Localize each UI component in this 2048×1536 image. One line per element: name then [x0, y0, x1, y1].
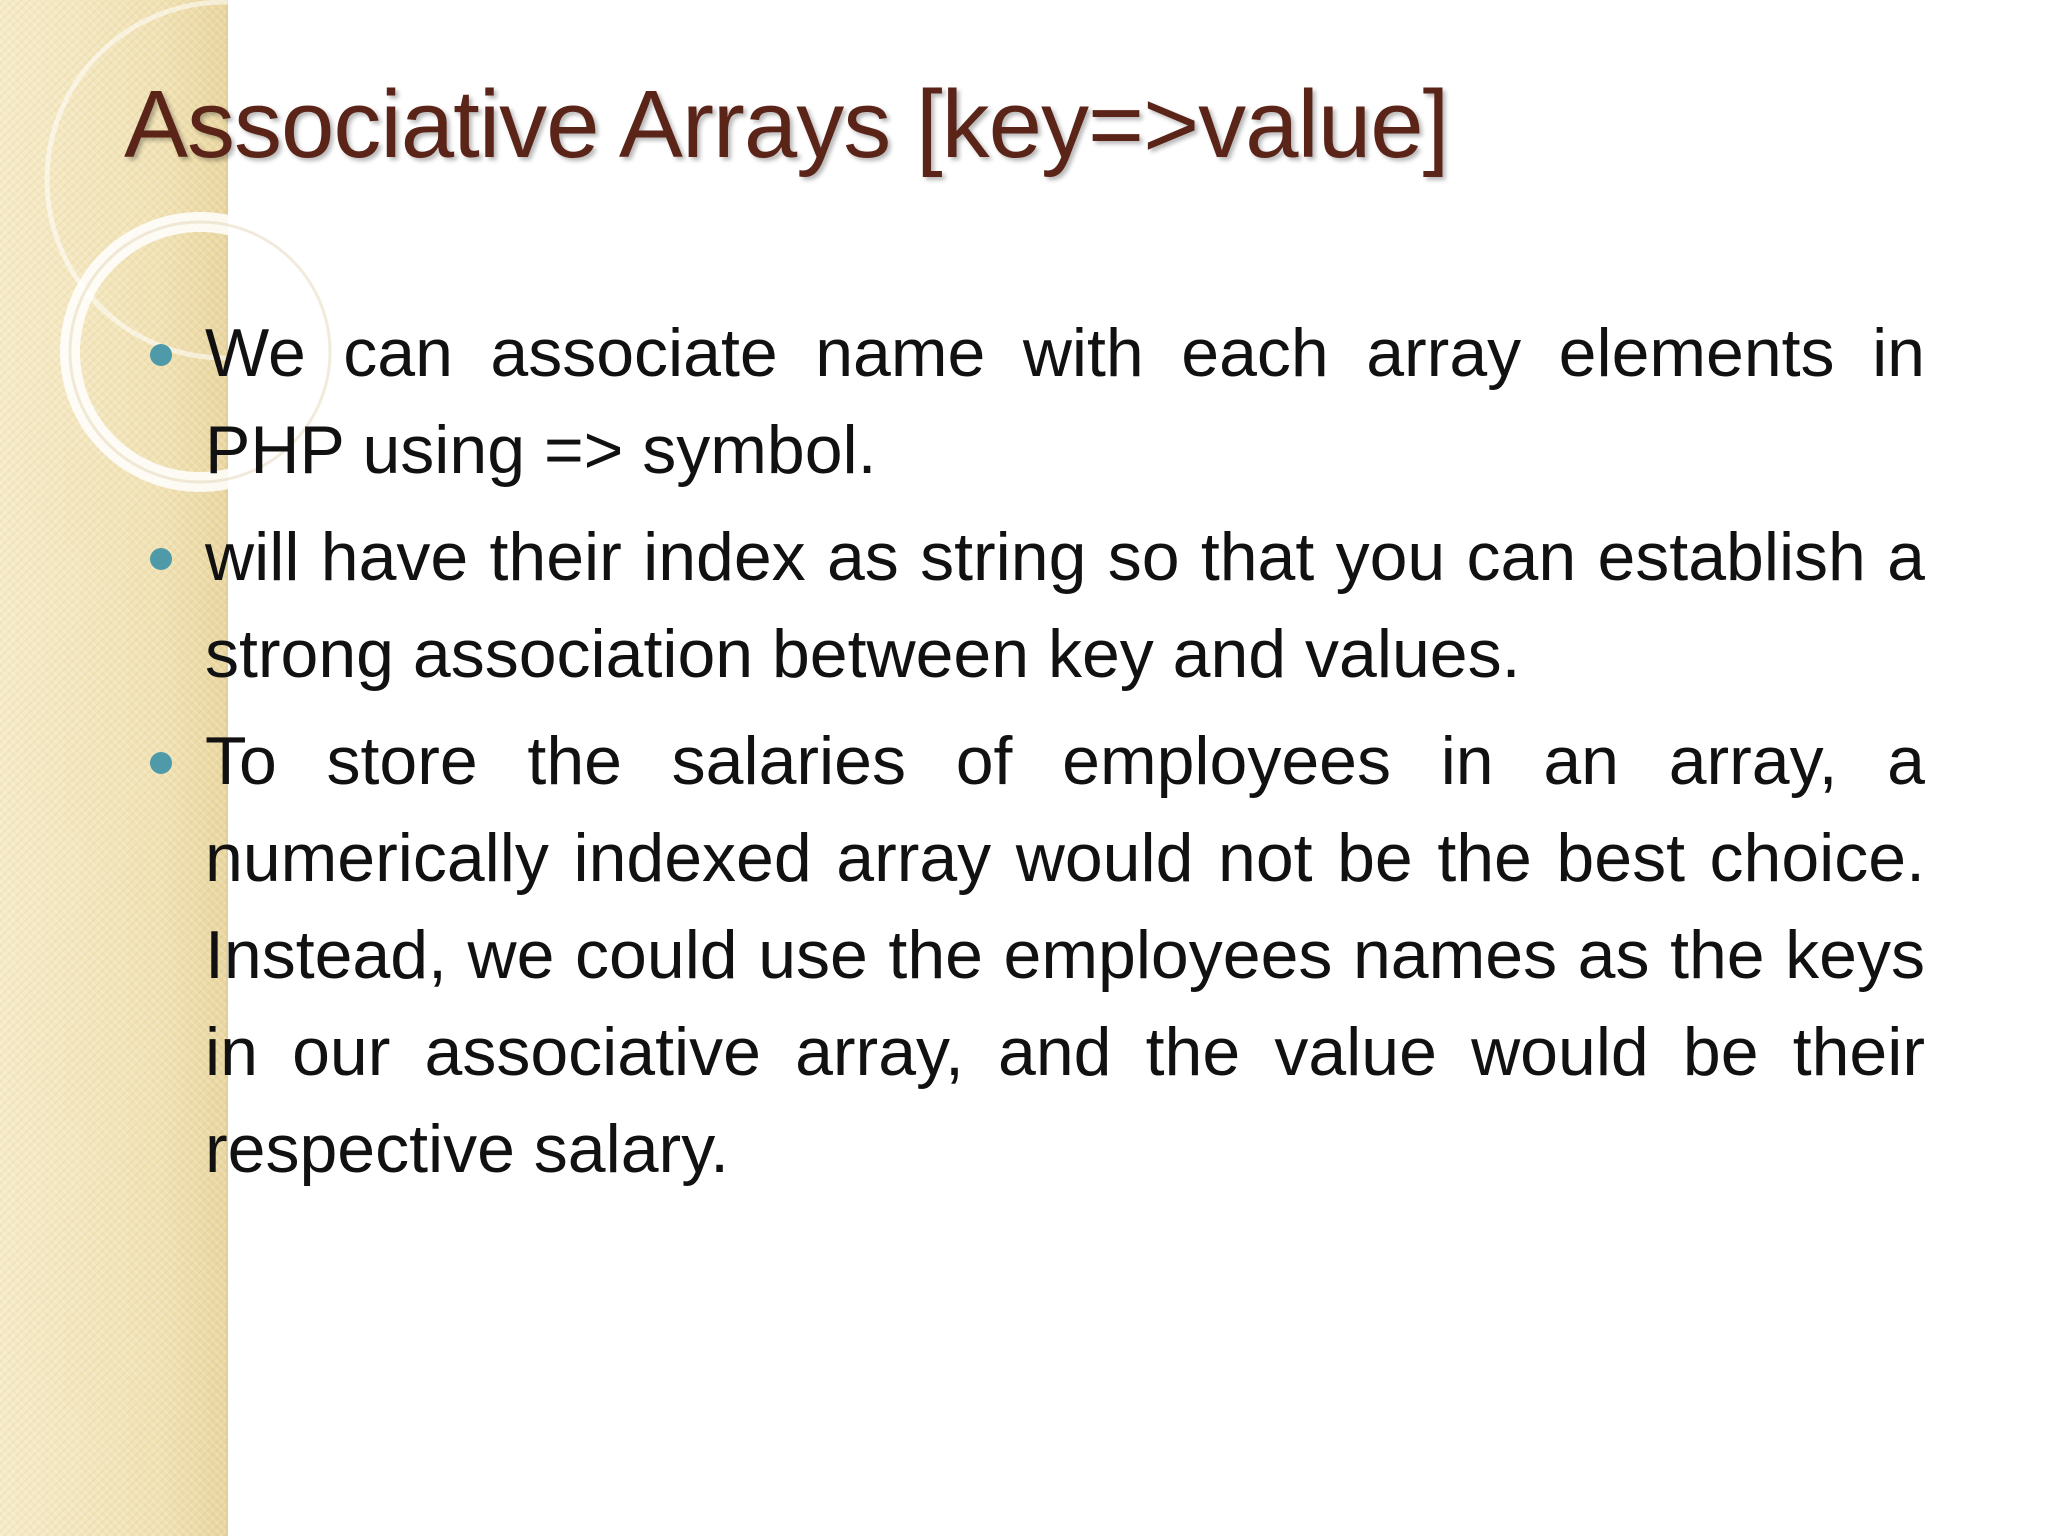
bullet-item	[140, 509, 1925, 703]
bullet-text: To store the salaries of employees in an array, a numerically indexed array would not be the best choice. Instead, we could use the employees names as the keys in our associative array, and the value would be their respective salary.	[205, 723, 1925, 1187]
bullet-list	[140, 305, 1925, 1208]
bullet-dot-icon	[150, 548, 172, 570]
slide-title: Associative Arrays [key=>value]	[124, 71, 1449, 178]
bullet-item	[140, 305, 1925, 499]
bullet-text: will have their index as string so that you can establish a strong association between key and values.	[205, 519, 1925, 692]
bullet-dot-icon	[150, 752, 172, 774]
bullet-item	[140, 713, 1925, 1198]
bullet-text: We can associate name with each array elements in PHP using => symbol.	[205, 315, 1925, 488]
bullet-dot-icon	[150, 344, 172, 366]
